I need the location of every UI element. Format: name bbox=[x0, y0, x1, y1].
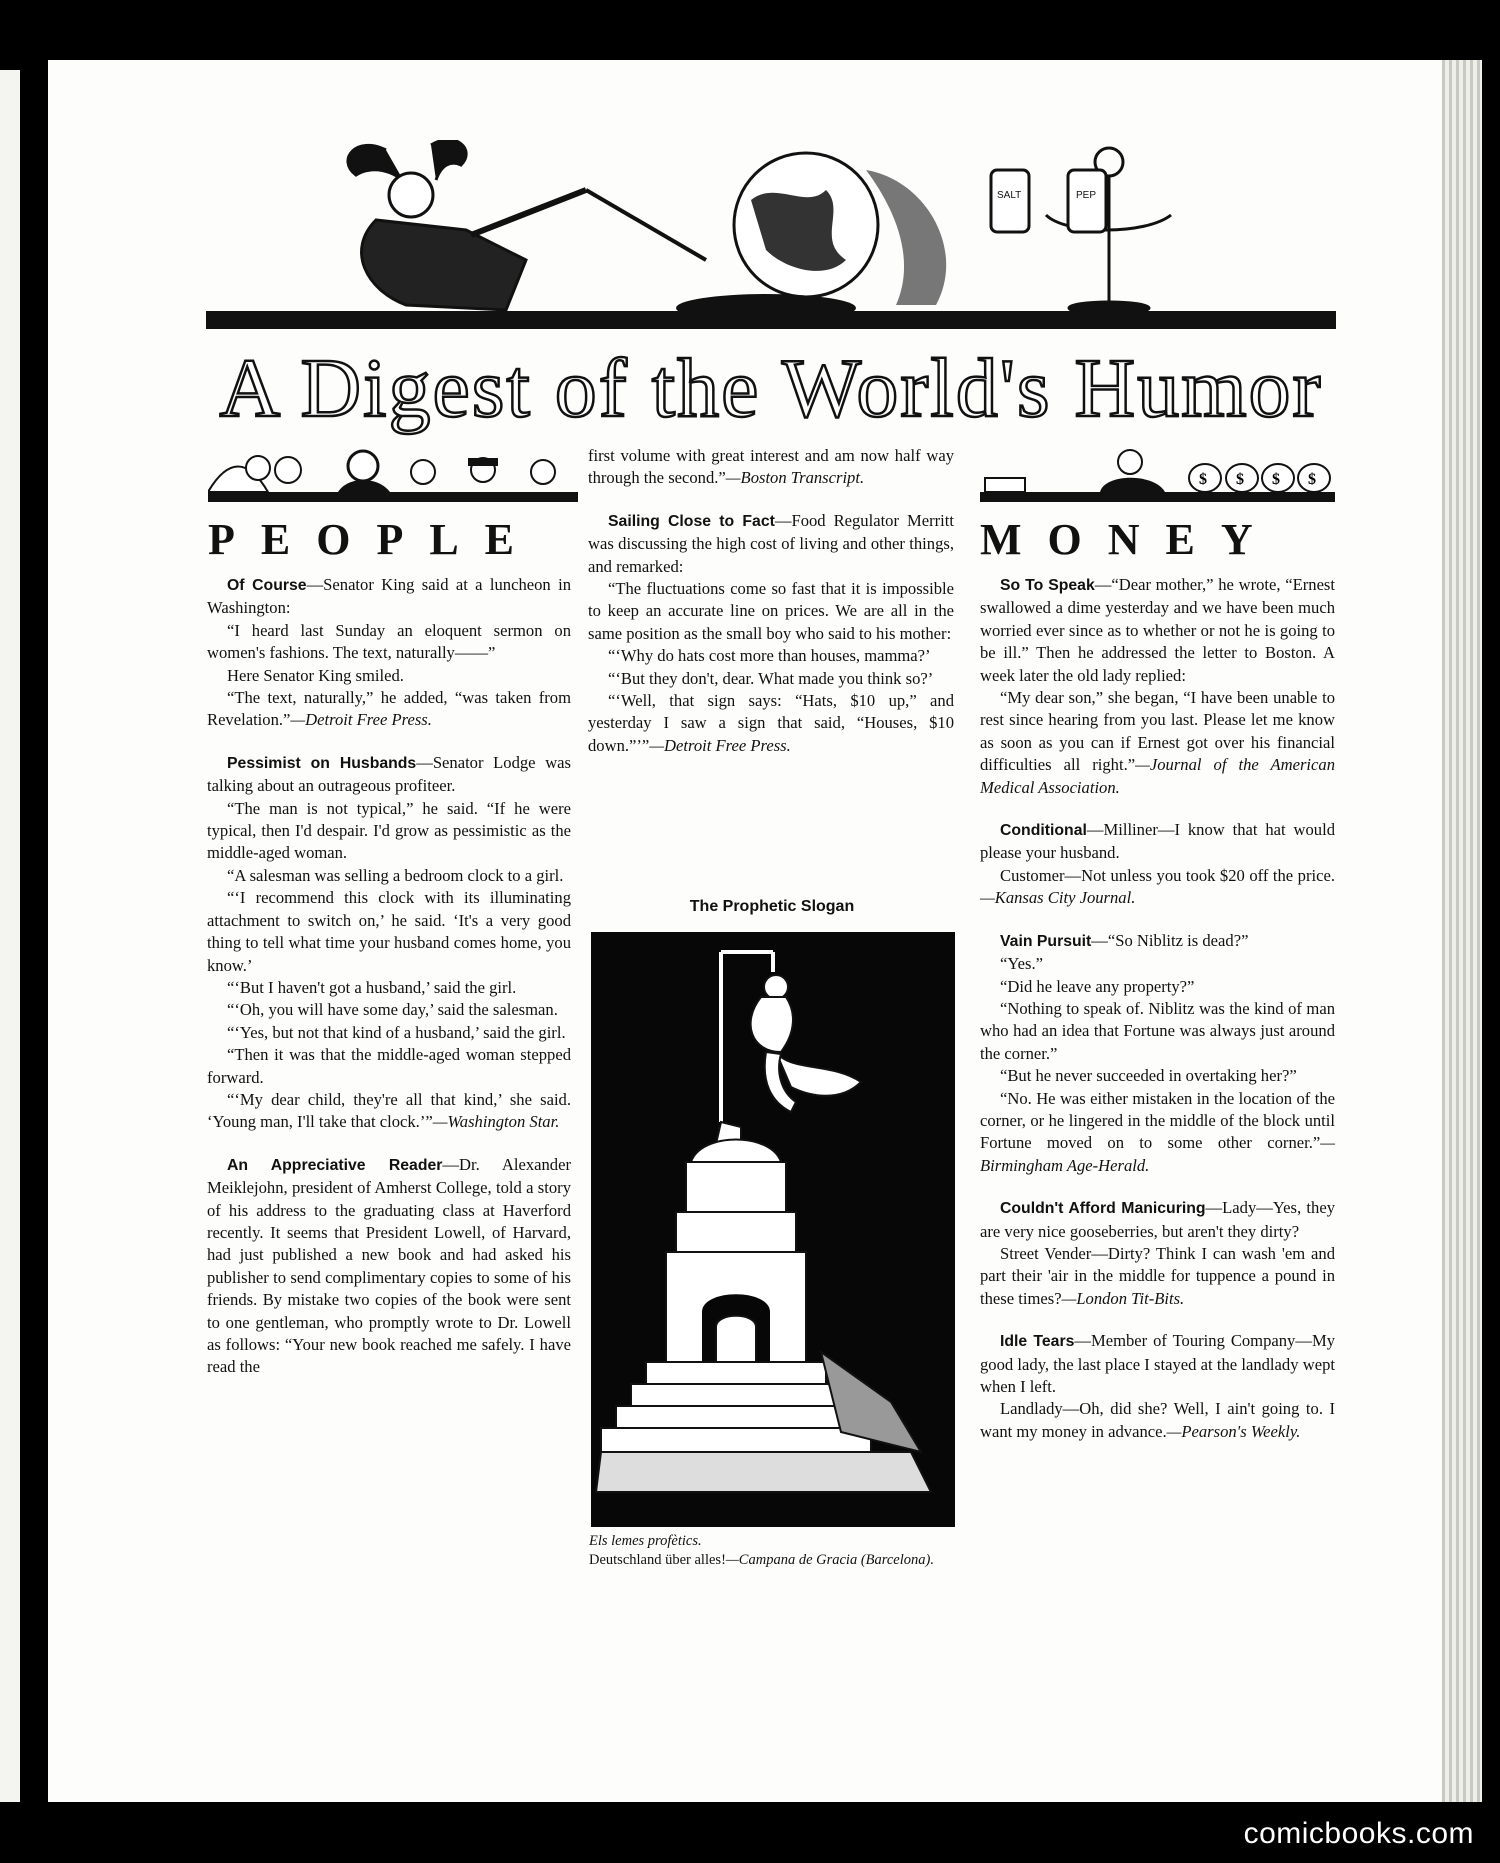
article-paragraph: “Then it was that the middle-aged woman stepped forward. bbox=[207, 1045, 571, 1087]
article-heading: Conditional bbox=[1000, 822, 1087, 840]
article-source: —Journal of the American Medical Association. bbox=[980, 755, 1335, 797]
money-banner-art bbox=[980, 448, 1335, 508]
svg-text:$: $ bbox=[1272, 471, 1280, 488]
money-column bbox=[980, 574, 1335, 1443]
jester-figure bbox=[348, 140, 706, 310]
article-body: Idle Tears—Member of Touring Company—My good lady, the last place I stayed at the landlady wept when I left. bbox=[980, 1331, 1335, 1396]
article-heading: Couldn't Afford Manicuring bbox=[1000, 1200, 1206, 1218]
article-paragraph: “‘But I haven't got a husband,’ said the girl. bbox=[227, 977, 517, 997]
article-heading: Pessimist on Husbands bbox=[227, 754, 417, 772]
article-paragraph: Customer—Not unless you took $20 off the price.—Kansas City Journal. bbox=[980, 865, 1335, 908]
article-source: —Detroit Free Press. bbox=[290, 710, 432, 730]
article-paragraph: “‘Why do hats cost more than houses, mamma?’ bbox=[608, 646, 931, 666]
article-paragraph: “‘Yes, but not that kind of a husband,’ said the girl. bbox=[227, 1022, 566, 1042]
money-heading: MONEY bbox=[980, 515, 1279, 564]
article-source: —Boston Transcript. bbox=[725, 468, 865, 488]
article-paragraph: “The fluctuations come so fast that it is impossible to keep an accurate line on prices. We are all in the same position as the small boy who said to his mother: bbox=[588, 579, 954, 643]
article-paragraph: “The man is not typical,” he said. “If he were typical, then I'd despair. I'd grow as pessimistic as the middle-aged woman. bbox=[207, 798, 571, 863]
article-body: Vain Pursuit—“So Niblitz is dead?” bbox=[1000, 930, 1249, 950]
article-paragraph: “Did he leave any property?” bbox=[1000, 976, 1195, 996]
article-paragraph: “‘I recommend this clock with its illuminating attachment to switch on,’ he said. ‘It's a very good thing to tell what time your husband comes home, you know.’ bbox=[207, 888, 571, 975]
article-paragraph: “I heard last Sunday an eloquent sermon on women's fashions. The text, naturally——” bbox=[207, 620, 571, 663]
caption-text: Deutschland über alles! bbox=[589, 1552, 726, 1568]
caption-italic: Els lemes profètics. bbox=[589, 1533, 702, 1549]
article-heading: Sailing Close to Fact bbox=[608, 512, 775, 530]
article-paragraph: “My dear son,” she began, “I have been unable to rest since hearing from you last. Please let me know as soon as you can if Ernest got over his financial difficulties all right.”—Journal of the American Medical Association. bbox=[980, 688, 1335, 797]
salt-pepper-stand bbox=[991, 148, 1171, 314]
article-body: Of Course—Senator King said at a luncheon in Washington: bbox=[207, 575, 571, 618]
article-paragraph: “But he never succeeded in overtaking her?” bbox=[1000, 1066, 1297, 1086]
page-title bbox=[206, 332, 1336, 438]
header-illustration bbox=[206, 140, 1336, 325]
article-paragraph: Street Vender—Dirty? Think I can wash 'em and part their 'air in the middle for tuppence a pound in these times?—London Tit-Bits. bbox=[980, 1243, 1335, 1308]
article-body: Sailing Close to Fact—Food Regulator Merritt was discussing the high cost of living and other things, and remarked: bbox=[588, 510, 954, 576]
article-source: —Kansas City Journal. bbox=[980, 888, 1136, 908]
cartoon-caption bbox=[589, 1532, 955, 1570]
article-paragraph: “A salesman was selling a bedroom clock to a girl. bbox=[227, 865, 564, 885]
article-paragraph: “‘Oh, you will have some day,’ said the salesman. bbox=[227, 1000, 558, 1020]
article-paragraph: “‘My dear child, they're all that kind,’ she said. ‘Young man, I'll take that clock.’”—Washington Star. bbox=[207, 1089, 571, 1132]
article-body: An Appreciative Reader—Dr. Alexander Meiklejohn, president of Amherst College, told a story of his address to the graduating class at Haverford recently. It seems that President Lowell, of Harvard, had just published a new book and had asked his publisher to send complimentary copies to some of his friends. By mistake two copies of the book were sent to one gentleman, who promptly wrote to Dr. Lowell as follows: “Your new book reached me safely. I have read the bbox=[207, 1154, 571, 1377]
facing-page-edge bbox=[0, 70, 20, 1802]
article-body: Couldn't Afford Manicuring—Lady—Yes, they are very nice gooseberries, but aren't they dirty? bbox=[980, 1198, 1335, 1241]
article-paragraph: Here Senator King smiled. bbox=[227, 665, 404, 685]
people-banner-art bbox=[208, 448, 578, 508]
article-paragraph: “‘Well, that sign says: “Hats, $10 up,” and yesterday I saw a sign that said, “Houses, $10 down.”’”—Detroit Free Press. bbox=[588, 691, 954, 755]
article-heading: An Appreciative Reader bbox=[227, 1156, 443, 1174]
article-paragraph: “The text, naturally,” he added, “was taken from Revelation.”—Detroit Free Press. bbox=[207, 688, 571, 730]
globe-figure bbox=[676, 153, 946, 322]
people-column bbox=[207, 574, 571, 1379]
article-paragraph: Landlady—Oh, did she? Well, I ain't going to. I want my money in advance.—Pearson's Weekly. bbox=[980, 1399, 1335, 1441]
article-heading: Vain Pursuit bbox=[1000, 932, 1092, 950]
article-source: —Detroit Free Press. bbox=[649, 735, 791, 755]
people-heading: PEOPLE bbox=[208, 515, 541, 564]
article-source: —Washington Star. bbox=[432, 1112, 560, 1132]
header-rule bbox=[206, 311, 1336, 329]
article-source: —Pearson's Weekly. bbox=[1166, 1421, 1301, 1441]
page-title-text: A Digest of the World's Humor bbox=[219, 342, 1323, 435]
article-continuation: first volume with great interest and am now half way through the second.”—Boston Transcript. bbox=[588, 446, 954, 488]
article-paragraph: “No. He was either mistaken in the location of the corner, or he lingered in the middle of the block until Fortune moved on to some other corner.”—Birmingham Age-Herald. bbox=[980, 1088, 1335, 1175]
article-paragraph: “Yes.” bbox=[1000, 954, 1044, 974]
article-source: —London Tit-Bits. bbox=[1061, 1288, 1185, 1308]
svg-text:$: $ bbox=[1236, 471, 1244, 488]
caption-source: —Campana de Gracia (Barcelona). bbox=[725, 1552, 934, 1568]
article-body: Conditional—Milliner—I know that hat would please your husband. bbox=[980, 820, 1335, 863]
cartoon-illustration bbox=[591, 932, 955, 1527]
article-paragraph: “Nothing to speak of. Niblitz was the kind of man who had an idea that Fortune was always just around the corner.” bbox=[980, 998, 1335, 1063]
article-body: So To Speak—“Dear mother,” he wrote, “Ernest swallowed a dime yesterday and we have been much worried ever since as to whether or not he is going to be ill.” Then he addressed the letter to Boston. A week later the old lady replied: bbox=[980, 575, 1335, 685]
article-paragraph: “‘But they don't, dear. What made you think so?’ bbox=[608, 668, 934, 688]
page-stack-edge bbox=[1442, 60, 1482, 1802]
site-watermark: comicbooks.com bbox=[1243, 1817, 1474, 1850]
pepper-label: PEP bbox=[1076, 190, 1097, 201]
article-source: —Birmingham Age-Herald. bbox=[980, 1133, 1335, 1175]
article-heading: Of Course bbox=[227, 577, 307, 594]
middle-column bbox=[588, 445, 954, 757]
article-heading: Idle Tears bbox=[1000, 1333, 1075, 1351]
article-body: Pessimist on Husbands—Senator Lodge was talking about an outrageous profiteer. bbox=[207, 752, 572, 796]
cartoon-title: The Prophetic Slogan bbox=[689, 898, 855, 915]
salt-label: SALT bbox=[997, 190, 1022, 201]
article-heading: So To Speak bbox=[1000, 577, 1095, 594]
svg-text:$: $ bbox=[1199, 471, 1207, 488]
svg-text:$: $ bbox=[1308, 471, 1316, 488]
